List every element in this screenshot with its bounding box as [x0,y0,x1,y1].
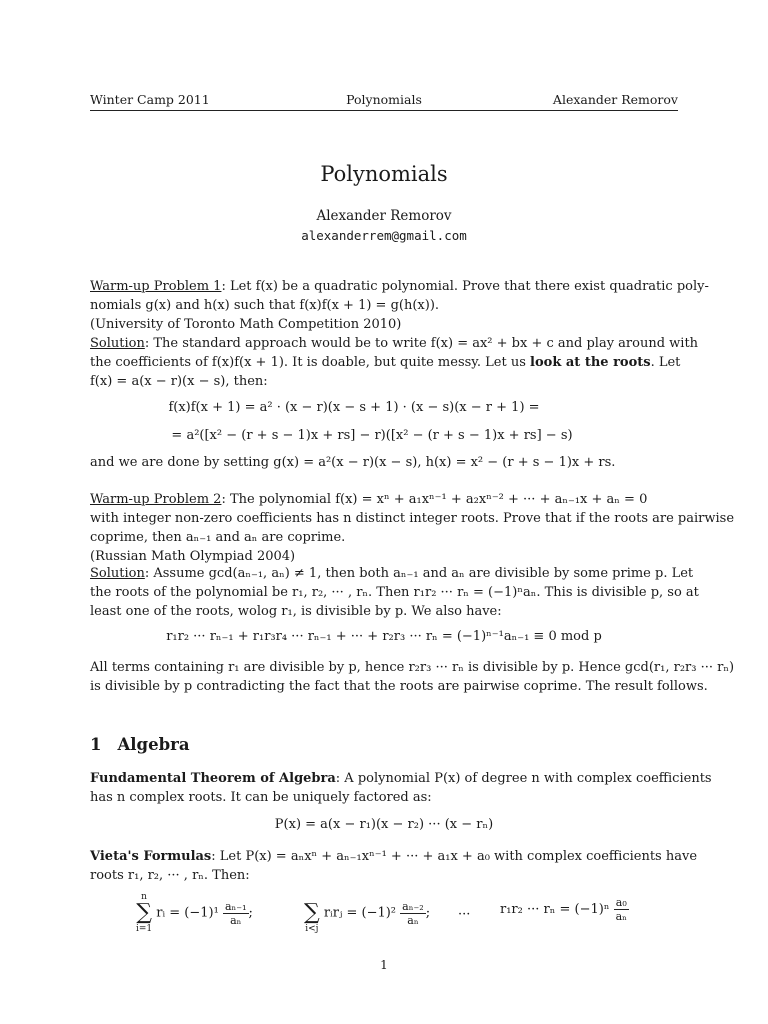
warmup2-solution-label: Solution [90,566,145,581]
page-number: 1 [380,958,388,972]
running-header [90,92,678,110]
section-heading [90,735,190,754]
fraction: $\frac{\text{a₀}}{\text{aₙ}}$ [615,896,627,923]
warmup2-solution [90,564,699,621]
author-email: alexanderrem@gmail.com [301,228,467,243]
section-title: Algebra [117,735,190,754]
warmup1-label: Warm-up Problem 1 [90,279,222,294]
fraction: $\frac{\text{aₙ₋₁}}{\text{aₙ}}$ [224,899,247,927]
vieta-product: r₁r₂ ··· rₙ = (−1)ⁿ $\frac{\text{a₀}}{\text{aₙ}}$ [500,896,627,923]
warmup1-solution-label: Solution [90,336,145,351]
document-page [90,0,735,1024]
warmup2-line3: coprime, then aₙ₋₁ and aₙ are coprime. [90,530,346,545]
warmup1-sol2b: look at the roots [530,355,651,370]
warmup1-solution [90,334,699,391]
fraction: $\frac{\text{aₙ₋₂}}{\text{aₙ}}$ [402,899,424,927]
warmup2-line1: : The polynomial f(x) = xⁿ + a₁xⁿ⁻¹ + a₂xⁿ⁻² + ··· + aₙ₋₁x + aₙ = 0 [221,492,648,507]
warmup1-sol2a: the coefficients of f(x)f(x + 1). It is doable, but quite messy. Let us [90,355,531,370]
warmup2-source: (Russian Math Olympiad 2004) [90,549,296,564]
vieta-sum-2: ∑ i<j rᵢrⱼ = (−1)² $\frac{\text{aₙ₋₂}}{\text{aₙ}}$ ; [304,892,430,934]
fta-line1: : A polynomial P(x) of degree n with complex coefficients [335,771,712,786]
warmup2-sol3: least one of the roots, wolog r₁, is divisible by p. We also have: [90,604,502,619]
warmup2-equation: r₁r₂ ··· rₙ₋₁ + r₁r₃r₄ ··· rₙ₋₁ + ··· + r₂r₃ ··· rₙ = (−1)ⁿ⁻¹aₙ₋₁ ≡ 0 mod p [166,629,602,644]
fta-line2: has n complex roots. It can be uniquely factored as: [90,790,432,805]
warmup2-label: Warm-up Problem 2 [90,492,222,507]
warmup2-after2: is divisible by p contradicting the fact that the roots are pairwise coprime. The result follows. [90,679,708,694]
vieta-sum-1: n ∑ i=1 rᵢ = (−1)¹ $\frac{\text{aₙ₋₁}}{\text{aₙ}}$ ; [136,892,253,934]
header-right: Alexander Remorov [552,92,678,107]
warmup-problem-2 [90,490,735,566]
document-title: Polynomials [320,162,448,186]
warmup2-after1: All terms containing r₁ are divisible by p, hence r₂r₃ ··· rₙ is divisible by p. Hence gcd(r₁, r₂r₃ ··· rₙ) [90,660,735,675]
sigma-symbol: n ∑ i=1 [136,892,153,934]
warmup2-sol2: the roots of the polynomial be r₁, r₂, ··· , rₙ. Then r₁r₂ ··· rₙ = (−1)ⁿaₙ. This is divisible p, so at [90,585,699,600]
vieta-formulas [90,847,698,885]
warmup1-conclusion: and we are done by setting g(x) = a²(x − r)(x − s), h(x) = x² − (r + s − 1)x + rs. [90,455,616,470]
warmup1-line1: : Let f(x) be a quadratic polynomial. Prove that there exist quadratic poly- [221,279,709,294]
section-number: 1 [90,735,102,754]
fta-label: Fundamental Theorem of Algebra [90,771,336,786]
vieta-line2: roots r₁, r₂, ··· , rₙ. Then: [90,868,250,883]
warmup1-equation-1: f(x)f(x + 1) = a² · (x − r)(x − s + 1) · (x − s)(x − r + 1) = [168,400,540,415]
header-center: Polynomials [346,92,422,107]
warmup1-equation-2: = a²([x² − (r + s − 1)x + rs] − r)([x² − (r + s − 1)x + rs] − s) [171,428,573,443]
fundamental-theorem [90,769,712,807]
warmup2-sol1: : Assume gcd(aₙ₋₁, aₙ) ≠ 1, then both aₙ₋₁ and aₙ are divisible by some prime p. Let [144,566,694,581]
warmup1-line2: nomials g(x) and h(x) such that f(x)f(x + 1) = g(h(x)). [90,298,440,313]
vieta-line1: : Let P(x) = aₙxⁿ + aₙ₋₁xⁿ⁻¹ + ··· + a₁x + a₀ with complex coefficients have [211,849,698,864]
warmup2-line2: with integer non-zero coefficients has n distinct integer roots. Prove that if the roots are pairwise [90,511,735,526]
author-name: Alexander Remorov [316,208,452,224]
warmup1-sol3: f(x) = a(x − r)(x − s), then: [90,374,268,389]
sigma-symbol: ∑ i<j [304,900,320,934]
warmup1-sol1: : The standard approach would be to write f(x) = ax² + bx + c and play around with [144,336,699,351]
warmup1-sol2c: . Let [650,355,681,370]
fta-equation: P(x) = a(x − r₁)(x − r₂) ··· (x − rₙ) [274,817,494,832]
warmup2-after [90,658,735,696]
warmup-problem-1 [90,277,709,334]
vieta-dots: ··· [458,907,471,922]
vieta-label: Vieta's Formulas [90,849,212,864]
warmup1-source: (University of Toronto Math Competition 2010) [90,317,402,332]
header-left: Winter Camp 2011 [90,92,210,107]
header-rule [90,110,678,111]
